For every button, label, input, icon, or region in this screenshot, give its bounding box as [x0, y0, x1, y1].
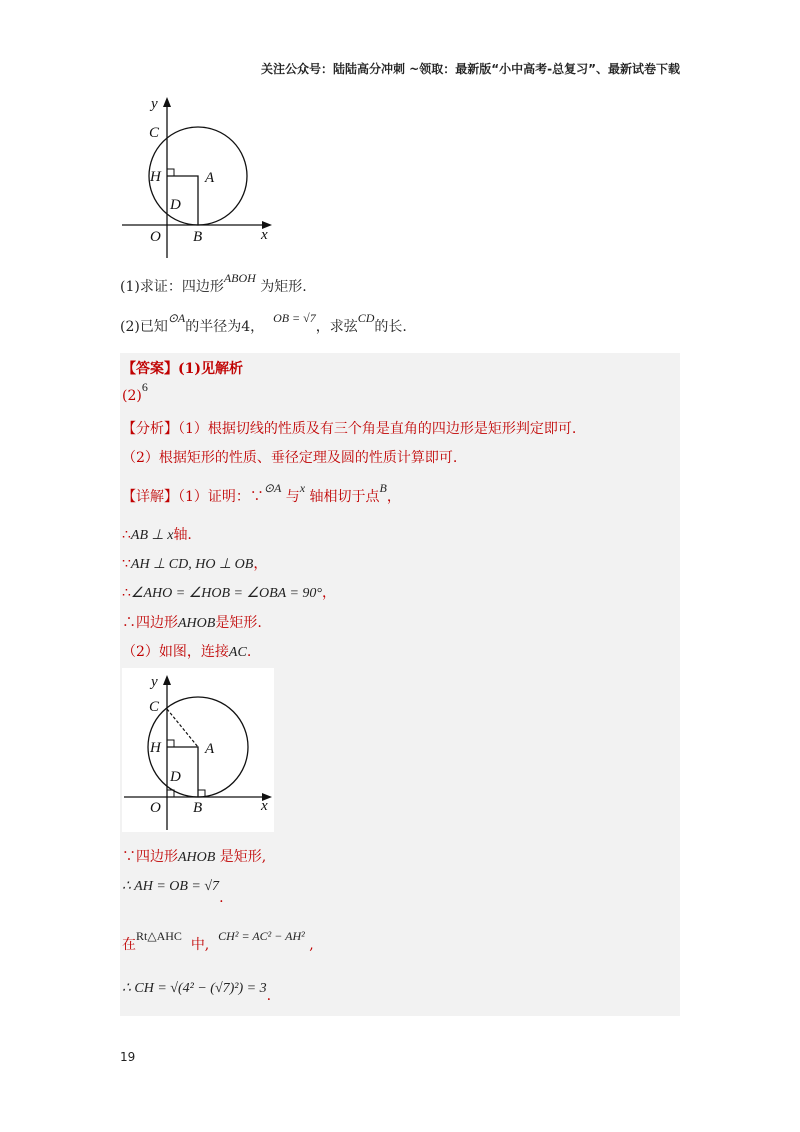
svg-text:D: D — [170, 197, 181, 213]
question-part2: (2)已知⊙A的半径为4， OB = √7，求弦CD的长. — [120, 311, 407, 335]
analysis-2: （2）根据矩形的性质、垂径定理及圆的性质计算即可. — [122, 450, 458, 466]
svg-text:O: O — [150, 229, 161, 245]
svg-text:C: C — [149, 125, 160, 141]
detail-line-6: ∵四边形AHOB 是矩形, — [122, 849, 267, 865]
svg-text:A: A — [205, 741, 215, 757]
detail-line-7: ∴ AH = OB = √7. — [122, 879, 224, 906]
svg-text:y: y — [151, 674, 158, 690]
svg-text:D: D — [170, 769, 181, 785]
svg-text:B: B — [193, 800, 203, 816]
detail-line-2: ∵AH ⊥ CD, HO ⊥ OB， — [122, 556, 268, 572]
question-part1: (1)求证：四边形ABOH 为矩形. — [120, 271, 307, 295]
svg-text:H: H — [150, 169, 161, 185]
svg-text:C: C — [149, 699, 160, 715]
detail-line-3: ∴∠AHO = ∠HOB = ∠OBA = 90°， — [122, 585, 337, 601]
svg-text:B: B — [193, 229, 203, 245]
analysis-1: 【分析】（1）根据切线的性质及有三个角是直角的四边形是矩形判定即可. — [122, 421, 577, 437]
page-header: 关注公众号：陆陆高分冲刺 ~领取：最新版“小中高考-总复习”、最新试卷下载 — [261, 62, 680, 76]
answer-part2: (2)6 — [122, 380, 148, 404]
svg-text:x: x — [261, 227, 268, 243]
detail-line-5: （2）如图，连接AC. — [122, 644, 252, 660]
svg-text:x: x — [261, 798, 268, 814]
detail-line-4: ∴四边形AHOB是矩形. — [122, 615, 262, 631]
svg-text:O: O — [150, 800, 161, 816]
figure-circle-tangent — [115, 92, 285, 262]
answer-line: 【答案】(1)见解析 — [122, 361, 243, 377]
svg-text:y: y — [151, 96, 158, 112]
detail-line-1: ∴AB ⊥ x轴. — [122, 527, 192, 543]
page-number: 19 — [120, 1050, 136, 1064]
svg-text:A: A — [205, 170, 215, 186]
detail-line-8: 在Rt△AHC 中, CH² = AC² − AH² , — [122, 929, 314, 953]
figure-circle-with-chord — [122, 668, 274, 832]
svg-text:H: H — [150, 740, 161, 756]
detail-line-9: ∴ CH = √(4² − (√7)²) = 3. — [122, 981, 272, 1004]
detail-intro: 【详解】（1）证明：∵⊙A 与x 轴相切于点B， — [122, 481, 401, 505]
